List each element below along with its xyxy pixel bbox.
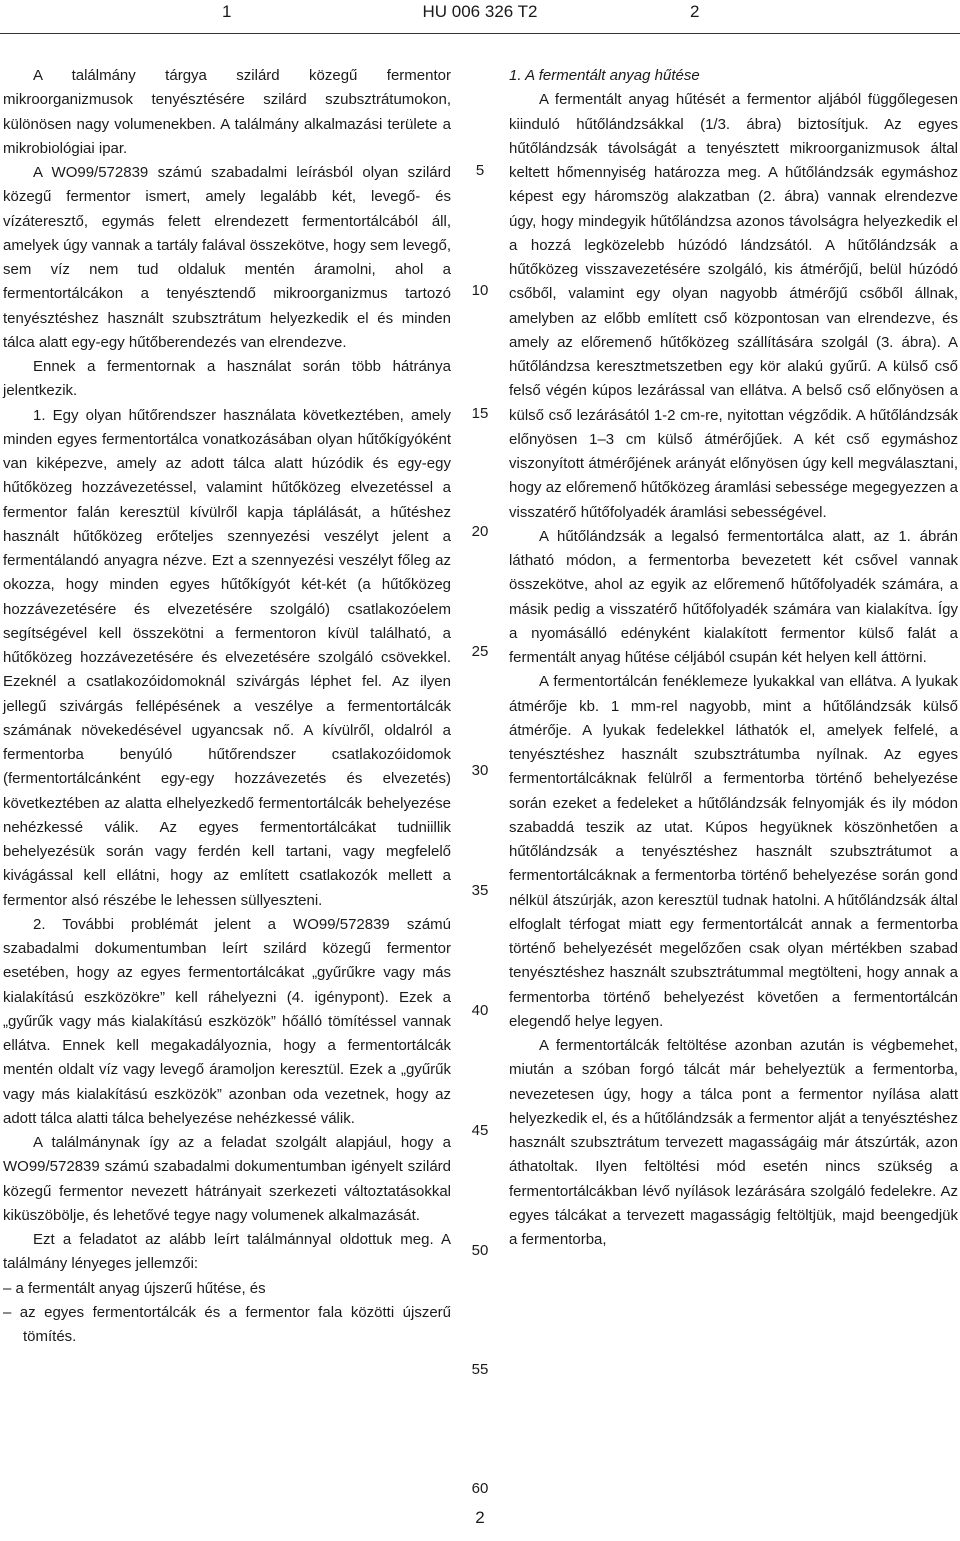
line-number: 15 [471,405,489,422]
header-rule [0,33,960,34]
section-heading: 1. A fermentált anyag hűtése [509,67,700,84]
document-id: HU 006 326 T2 [422,2,538,21]
line-number: 10 [471,282,489,299]
line-number: 35 [471,882,489,899]
right-column [509,64,958,1252]
paragraph: 1. Egy olyan hűtőrendszer használata következtében, amely minden egyes fermentortálca vonatkozásában olyan hűtőkígyóként van kiképezve, amely az adott tálca alatt húzódik és egy-egy hűtőközeg hozzávezetéssel, valamint hűtőközeg elvezetéssel a fermentor falán keresztül kívülről kapja táplálását, a hűtéshez használt hűtőközeg erőteljes szennyezési veszélyt jelent a fermentálandó anyagra nézve. Ezt a szennyezési veszélyt főleg az okozza, hogy minden egyes hűtőkígyót két-két (a hűtőközeg hozzávezetésére és elvezetésére szolgáló) csatlakozóelem segítségével kell összekötni a fermentoron kívül található, a hűtőközeg hozzávezetésére és elvezetésére szolgáló csövekkel. Ezeknél a csatlakozóidomoknál szivárgás léphet fel. Az ilyen jellegű szivárgás fellépésének a veszélye a fermentortálcák számának növekedésével ugyancsak nő. A kívülről, oldalról a fermentorba benyúló hűtőrendszer csatlakozóidomok (fermentortálcánként egy-egy hozzávezetés és elvezetés) következtében az alatta elhelyezkedő fermentortálcák behelyezése nehézkessé válik. Az egyes fermentortálcákat tudniillik behelyezésük során vagy ferdén kell tartani, vagy megfelelő kivágással kell ellátni, hogy az említett csatlakozók mellett a fermentor alsó részébe le lehessen süllyeszteni. [3,406,451,909]
line-number: 50 [471,1242,489,1259]
page-number-left: 1 [222,2,232,21]
paragraph: Ennek a fermentornak a használat során több hátránya jelentkezik. [3,358,451,400]
line-number: 55 [471,1361,489,1378]
paragraph: A találmány tárgya szilárd közegű fermentor mikroorganizmusok tenyésztésére szilárd szubsztrátumokon, különösen nagy volumenekben. A találmány alkalmazási területe a mikrobiológiai ipar. [3,67,451,157]
left-column [3,64,451,1349]
line-number: 60 [471,1480,489,1497]
line-number: 20 [471,523,489,540]
line-number: 30 [471,762,489,779]
footer-page-number: 2 [475,1508,485,1527]
paragraph: A fermentált anyag hűtését a fermentor aljából függőlegesen kiinduló hűtőlándzsákkal (1/3. ábra) biztosítjuk. Az egyes hűtőlándzsák távolságát a tenyésztett mikroorganizmusok által keltett hőmennyiség határozza meg. A hűtőlándzsák egymáshoz képest egy háromszög alakzatban (2. ábra) vannak elrendezve úgy, hogy mindegyik hűtőlándzsa azonos távolságra helyezkedik el a hozzá legközelebb húzódó lándzsától. A hűtőlándzsák a hűtőközeg visszavezetésére szolgáló, kis átmérőjű, belül húzódó csőből, valamint egy olyan nagyobb átmérőjű csőből állnak, amelyben az előbb említett cső központosan van elrendezve, és amely az előremenő hűtőközeg szállítására szolgál (3. ábra). A hűtőlándzsa keresztmetszetben egy kör alakú gyűrű. A külső cső felső végén kúpos lezárással van ellátva. A belső cső előnyösen a külső cső lezárásától 1-2 cm-re, nyitottan végződik. A hűtőlándzsák előnyösen 1–3 cm külső átmérőjűek. A két cső egymáshoz viszonyított átmérőjének arányát előnyösen úgy kell megválasztani, hogy az előremenő hűtőközeg áramlási sebessége megegyezzen a visszatérő hűtőfolyadék áramlási sebességével. [509,91,958,521]
page-number-right: 2 [690,2,700,21]
paragraph: A találmánynak így az a feladat szolgált alapjául, hogy a WO99/572839 számú szabadalmi dokumentumban igényelt szilárd közegű fermentor nevezett hátrányait szerkezeti változtatásokkal kiküszöbölje, és lehetővé tegye nagy volumenek alkalmazását. [3,1134,451,1224]
list-item: – a fermentált anyag újszerű hűtése, és [3,1279,266,1297]
list-item: – az egyes fermentortálcák és a fermentor fala közötti újszerű tömítés. [3,1303,451,1345]
line-number: 25 [471,643,489,660]
line-number: 5 [475,162,485,179]
line-number: 45 [471,1122,489,1139]
paragraph: A hűtőlándzsák a legalsó fermentortálca alatt, az 1. ábrán látható módon, a fermentorba bevezetett két csővel vannak összekötve, ahol az egyik az előremenő hűtőfolyadék számára, a másik pedig a visszatérő hűtőfolyadék számára van kialakítva. Így a nyomásálló edényként kialakított fermentor külső falát a fermentált anyag hűtése céljából csupán két helyen kell áttörni. [509,527,958,666]
paragraph: 2. További problémát jelent a WO99/572839 számú szabadalmi dokumentumban leírt szilárd közegű fermentor esetében, hogy az egyes fermentortálcákat „gyűrűkre vagy más kialakítású eszközökre” kell ráhelyezni (4. igénypont). Ezek a „gyűrűk vagy más kialakítású eszközök” hőálló tömítéssel vannak ellátva. Ennek kell megakadályoznia, hogy a fermentortálcák mentén oldalt víz vagy levegő áramoljon keresztül. Ezek a „gyűrűk vagy más kialakítású eszközök” azonban oda vezetnek, hogy az adott tálca alatti tálca behelyezése nehézkessé válik. [3,915,451,1127]
paragraph: Ezt a feladatot az alább leírt találmánnyal oldottuk meg. A találmány lényeges jellemzői: [3,1231,451,1273]
paragraph: A fermentortálcák feltöltése azonban azután is végbemehet, miután a szóban forgó tálcát már behelyeztük a fermentorba, nevezetesen úgy, hogy a tálca pont a fermentor nyílása alatt helyezkedik el, és a hűtőlándzsák a fermentor alját a tenyésztéshez használt szubsztrátum tervezett magasságáig már átszúrták, azon áthatoltak. Ilyen feltöltési mód esetén nincs szükség a fermentortálcákban lévő nyílások lezárására szolgáló fedelekre. Az egyes tálcákat a tervezett magasságig feltöltjük, majd beengedjük a fermentorba, [509,1037,958,1248]
paragraph: A fermentortálcán fenéklemeze lyukakkal van ellátva. A lyukak átmérője kb. 1 mm-rel nagyobb, mint a hűtőlándzsák külső átmérője. A lyukak fedelekkel láthatók el, amelyek felfelé, a tenyésztéshez használt szubsztrátumba nyílnak. Az egyes fermentortálcáknak felülről a fermentorba történő behelyezése során ezeket a fedeleket a hűtőlándzsák felnyomják és ily módon szabaddá teszik az utat. Kúpos hegyüknek köszönhetően a hűtőlándzsák a tenyésztéshez használt szubsztrátumot a fermentortálcáknak a fermentorba történő behelyezése során gond nélkül átszúrják, azon keresztül tudnak hatolni. A hűtőlándzsák által elfoglalt térfogat miatt egy fermentortálcát annak a fermentorba történő behelyezését megelőzően csak olyan mértékben szabad tenyésztéshez használt szubsztrátummal megtölteni, hogy annak a fermentorba történő behelyezést követően a fermentortálcán elegendő helye legyen. [509,673,958,1030]
line-number: 40 [471,1002,489,1019]
paragraph: A WO99/572839 számú szabadalmi leírásból olyan szilárd közegű fermentor ismert, amely legalább két, levegő- és vízáteresztő, egymás felett elrendezett fermentortálcából áll, amelyek úgy vannak a tartály falával összekötve, hogy sem levegő, sem víz nem tud oldaluk mentén áramolni, ahol a fermentortálcákon a tenyésztendő mikroorganizmus tartozó tenyésztéshez használt szubsztrátum helyezkedik el és minden tálca alatt egy-egy hűtőberendezés van elrendezve. [3,164,451,351]
